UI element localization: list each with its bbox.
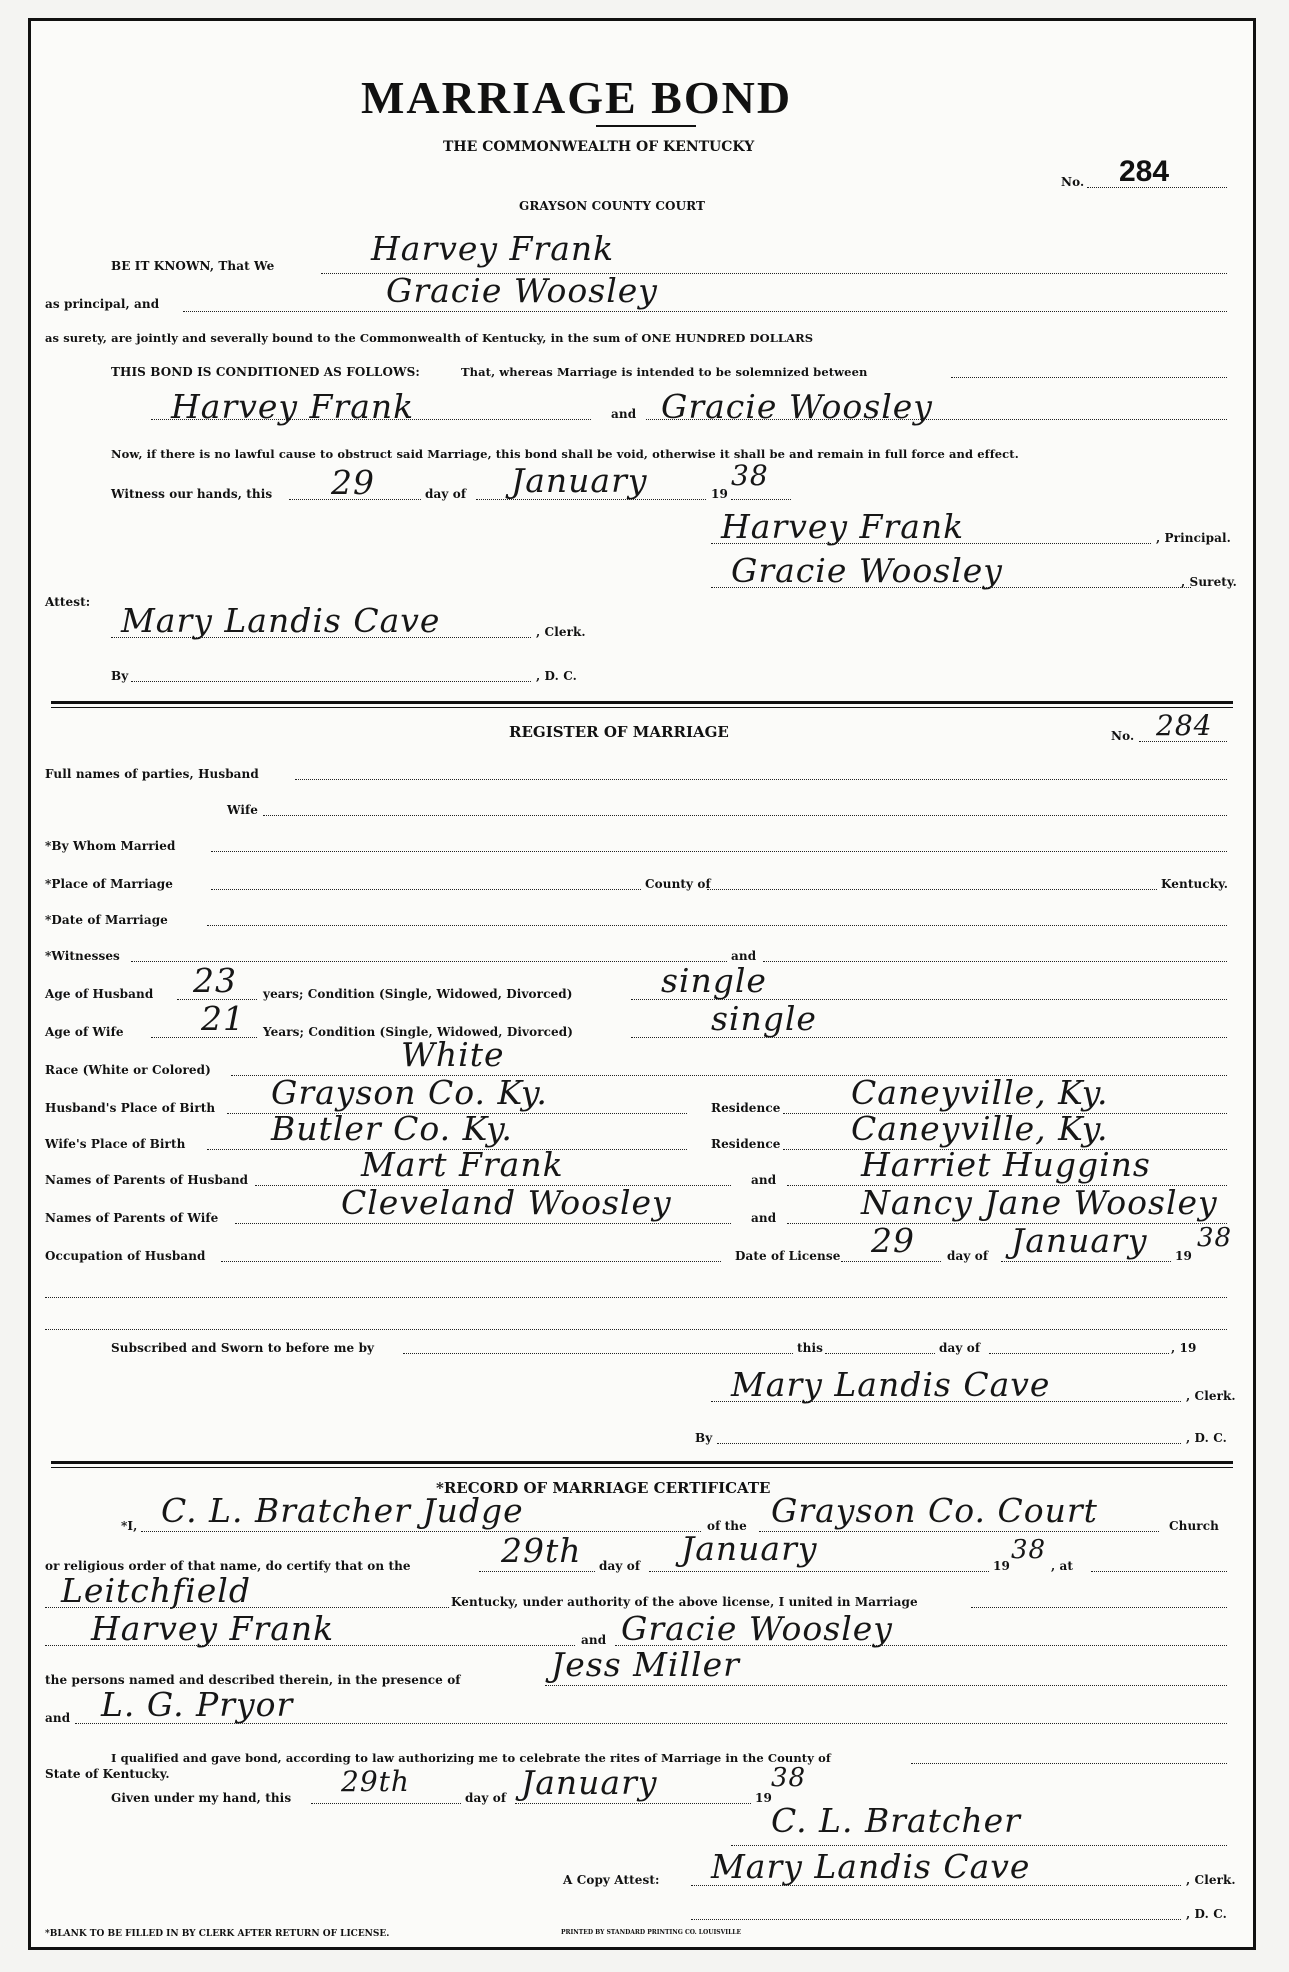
cert-groom: Harvey Frank xyxy=(91,1609,335,1648)
cert-persons-text: the persons named and described therein, in the presence of xyxy=(45,1673,461,1687)
cert-clerk-signature: Mary Landis Cave xyxy=(711,1847,1031,1886)
license-label: Date of License xyxy=(735,1249,841,1263)
subscribed-month-line xyxy=(989,1353,1169,1354)
parents-wife-label: Names of Parents of Wife xyxy=(45,1211,219,1225)
witness-day-of-label: day of xyxy=(425,487,467,501)
cert-day-value: 29th xyxy=(501,1531,582,1570)
subscribed-day-of: day of xyxy=(939,1341,981,1355)
county-line xyxy=(707,889,1157,890)
by-whom-line xyxy=(211,851,1227,852)
husband-birth-label: Husband's Place of Birth xyxy=(45,1101,216,1115)
license-day-value: 29 xyxy=(871,1221,915,1260)
husband-condition-value: single xyxy=(661,961,767,1000)
conditioned-label: THIS BOND IS CONDITIONED AS FOLLOWS: xyxy=(111,365,420,379)
section-divider-thin xyxy=(51,707,1233,708)
section-divider xyxy=(51,701,1233,704)
court-heading: GRAYSON COUNTY COURT xyxy=(519,199,706,213)
wife-name-line xyxy=(263,815,1227,816)
cert-given-month-line xyxy=(515,1803,751,1804)
surety-sig-label: , Surety. xyxy=(1181,575,1237,589)
place-line xyxy=(211,889,641,890)
mother-wife-value: Nancy Jane Woosley xyxy=(861,1183,1218,1222)
cert-given-day-line xyxy=(311,1803,461,1804)
husband-residence-value: Caneyville, Ky. xyxy=(851,1073,1109,1112)
bond-no-value: 284 xyxy=(1119,155,1170,188)
cert-and2-label: and xyxy=(45,1711,71,1725)
cert-church: Grayson Co. Court xyxy=(771,1491,1098,1530)
principal-sig-label: , Principal. xyxy=(1156,531,1231,545)
by-whom-label: *By Whom Married xyxy=(45,839,176,853)
bond-by-label: By xyxy=(111,669,129,683)
subscribed-year-prefix: , 19 xyxy=(1171,1341,1197,1355)
age-wife-value: 21 xyxy=(201,999,245,1038)
cert-officiant: C. L. Bratcher Judge xyxy=(161,1491,524,1530)
cert-month-value: January xyxy=(681,1529,818,1568)
cert-dc-label: , D. C. xyxy=(1186,1907,1227,1921)
title-divider xyxy=(596,125,696,127)
cert-given-month: January xyxy=(521,1763,658,1802)
license-day-line xyxy=(841,1261,941,1262)
blank-line-1 xyxy=(45,1297,1227,1298)
cert-qualified-line xyxy=(911,1763,1227,1764)
principal-signature: Harvey Frank xyxy=(721,507,965,546)
footer-printer: PRINTED BY STANDARD PRINTING CO. LOUISVILLE xyxy=(561,1929,742,1936)
county-label: County of xyxy=(645,877,711,891)
surety-text: as surety, are jointly and severally bound to the Commonwealth of Kentucky, in the sum of ONE HUNDRED DOLLARS xyxy=(45,331,814,345)
age-wife-label: Age of Wife xyxy=(45,1025,124,1039)
cert-day-of: day of xyxy=(599,1559,641,1573)
date-line xyxy=(207,925,1227,926)
witness-label: Witness our hands, this xyxy=(111,487,273,501)
kentucky-label: Kentucky. xyxy=(1161,877,1229,891)
place-label: *Place of Marriage xyxy=(45,877,173,891)
clerk-label: , Clerk. xyxy=(536,625,586,639)
bond-no-label: No. xyxy=(1061,175,1085,189)
full-names-label: Full names of parties, Husband xyxy=(45,767,259,781)
cert-dc-line xyxy=(691,1919,1181,1920)
mother-husband-value: Harriet Huggins xyxy=(861,1145,1151,1184)
clerk-signature: Mary Landis Cave xyxy=(121,601,441,640)
register-no-label: No. xyxy=(1111,729,1135,743)
party1-name: Harvey Frank xyxy=(171,387,415,426)
cert-given-day: 29th xyxy=(341,1765,410,1798)
surety-name: Gracie Woosley xyxy=(386,271,658,310)
bond-title: MARRIAGE BOND xyxy=(361,72,793,123)
father-husband-value: Mart Frank xyxy=(361,1145,564,1184)
party-and-label: and xyxy=(611,407,637,421)
cert-given-year: 38 xyxy=(771,1763,807,1793)
cert-bride: Gracie Woosley xyxy=(621,1609,893,1648)
cert-kentucky-text: Kentucky, under authority of the above license, I united in Marriage xyxy=(451,1595,918,1609)
register-clerk-signature: Mary Landis Cave xyxy=(731,1365,1051,1404)
cert-given-label: Given under my hand, this xyxy=(111,1791,292,1805)
cert-clerk-label: , Clerk. xyxy=(1186,1873,1236,1887)
cert-given-year-prefix: 19 xyxy=(755,1791,772,1805)
witness-year-value: 38 xyxy=(731,459,769,492)
subscribed-line xyxy=(403,1353,793,1354)
license-day-of: day of xyxy=(947,1249,989,1263)
license-year-prefix: 19 xyxy=(1175,1249,1192,1263)
parents-husband-label: Names of Parents of Husband xyxy=(45,1173,249,1187)
cert-year-value: 38 xyxy=(1011,1535,1047,1565)
husband-birth-value: Grayson Co. Ky. xyxy=(271,1073,548,1112)
license-month-line xyxy=(1001,1261,1171,1262)
as-principal-label: as principal, and xyxy=(45,297,160,311)
cert-religious-text: or religious order of that name, do certify that on the xyxy=(45,1559,411,1573)
witness-year-prefix: 19 xyxy=(711,487,728,501)
bond-dc-label: , D. C. xyxy=(536,669,577,683)
cert-year-prefix: 19 xyxy=(993,1559,1010,1573)
witnesses-and-label: and xyxy=(731,949,757,963)
cert-officiant-signature: C. L. Bratcher xyxy=(771,1801,1021,1840)
father-wife-value: Cleveland Woosley xyxy=(341,1183,672,1222)
license-month-value: January xyxy=(1011,1221,1148,1260)
certificate-divider xyxy=(51,1461,1233,1464)
parents-wife-and: and xyxy=(751,1211,777,1225)
register-by-line xyxy=(717,1443,1181,1444)
cert-month-line xyxy=(649,1571,989,1572)
husband-residence-label: Residence xyxy=(711,1101,781,1115)
cert-witness2: L. G. Pryor xyxy=(101,1685,294,1724)
cert-state-text: State of Kentucky. xyxy=(45,1767,170,1781)
lawful-cause-text: Now, if there is no lawful cause to obstruct said Marriage, this bond shall be void, otherwise it shall be and remain in full force and effect. xyxy=(111,447,1019,461)
father-wife-line xyxy=(235,1223,731,1224)
bond-by-line xyxy=(131,681,531,682)
cert-witness1-line xyxy=(545,1685,1227,1686)
witness2-line xyxy=(763,961,1227,962)
race-label: Race (White or Colored) xyxy=(45,1063,211,1077)
be-it-known-label: BE IT KNOWN, That We xyxy=(111,259,275,273)
wife-residence-label: Residence xyxy=(711,1137,781,1151)
certificate-title: *RECORD OF MARRIAGE CERTIFICATE xyxy=(436,1479,771,1497)
cert-kentucky-line xyxy=(971,1607,1227,1608)
principal-name: Harvey Frank xyxy=(371,229,615,268)
cert-witness1: Jess Miller xyxy=(551,1645,740,1684)
date-label: *Date of Marriage xyxy=(45,913,168,927)
cert-at-line xyxy=(1091,1571,1227,1572)
cert-i-label: *I, xyxy=(121,1519,138,1533)
occupation-label: Occupation of Husband xyxy=(45,1249,206,1263)
cert-given-day-of: day of xyxy=(465,1791,507,1805)
register-clerk-label: , Clerk. xyxy=(1186,1389,1236,1403)
wife-condition-label: Years; Condition (Single, Widowed, Divorced) xyxy=(263,1025,574,1039)
cert-copy-attest: A Copy Attest: xyxy=(563,1873,660,1887)
cert-place-value: Leitchfield xyxy=(61,1571,251,1610)
wife-birth-label: Wife's Place of Birth xyxy=(45,1137,186,1151)
age-husband-value: 23 xyxy=(193,961,237,1000)
subscribed-day-line xyxy=(825,1353,935,1354)
cert-qualified-text: I qualified and gave bond, according to law authorizing me to celebrate the rites of Marriage in the County of xyxy=(111,1751,831,1765)
occupation-line xyxy=(221,1261,721,1262)
cert-at-label: , at xyxy=(1051,1559,1074,1573)
mother-wife-line xyxy=(787,1223,1227,1224)
marriage-document xyxy=(28,18,1256,1950)
register-title: REGISTER OF MARRIAGE xyxy=(509,723,729,741)
age-husband-label: Age of Husband xyxy=(45,987,154,1001)
cert-officiant-sig-line xyxy=(731,1845,1227,1846)
attest-label: Attest: xyxy=(45,595,91,609)
blank-line-2 xyxy=(45,1329,1227,1330)
register-no-value: 284 xyxy=(1156,709,1213,742)
subscribed-this: this xyxy=(797,1341,823,1355)
witnesses-label: *Witnesses xyxy=(45,949,120,963)
subscribed-label: Subscribed and Sworn to before me by xyxy=(111,1341,375,1355)
register-dc-label: , D. C. xyxy=(1186,1431,1227,1445)
witness-year-line xyxy=(731,499,791,500)
wife-condition-value: single xyxy=(711,999,817,1038)
parents-husband-and: and xyxy=(751,1173,777,1187)
party2-name: Gracie Woosley xyxy=(661,387,933,426)
surety-signature: Gracie Woosley xyxy=(731,551,1003,590)
footer-note: *BLANK TO BE FILLED IN BY CLERK AFTER RETURN OF LICENSE. xyxy=(45,1929,390,1939)
conditioned-line xyxy=(951,377,1227,378)
surety-line xyxy=(183,311,1227,312)
cert-church-label: Church xyxy=(1169,1519,1219,1533)
cert-church-line xyxy=(759,1531,1159,1532)
wife-birth-value: Butler Co. Ky. xyxy=(271,1109,513,1148)
cert-and-label: and xyxy=(581,1633,607,1647)
license-year-value: 38 xyxy=(1197,1223,1233,1253)
register-by-label: By xyxy=(695,1431,713,1445)
cert-day-line xyxy=(479,1571,595,1572)
race-value: White xyxy=(401,1035,505,1074)
witness-day-value: 29 xyxy=(331,463,375,502)
certificate-divider-thin xyxy=(51,1467,1233,1468)
commonwealth-heading: THE COMMONWEALTH OF KENTUCKY xyxy=(443,139,755,155)
conditioned-rest: That, whereas Marriage is intended to be solemnized between xyxy=(461,365,868,379)
cert-officiant-line xyxy=(141,1531,701,1532)
cert-of-the: of the xyxy=(707,1519,747,1533)
wife-residence-value: Caneyville, Ky. xyxy=(851,1109,1109,1148)
wife-name-label: Wife xyxy=(227,803,259,817)
husband-name-line xyxy=(295,779,1227,780)
husband-condition-label: years; Condition (Single, Widowed, Divorced) xyxy=(263,987,573,1001)
witness-month-value: January xyxy=(511,461,648,500)
